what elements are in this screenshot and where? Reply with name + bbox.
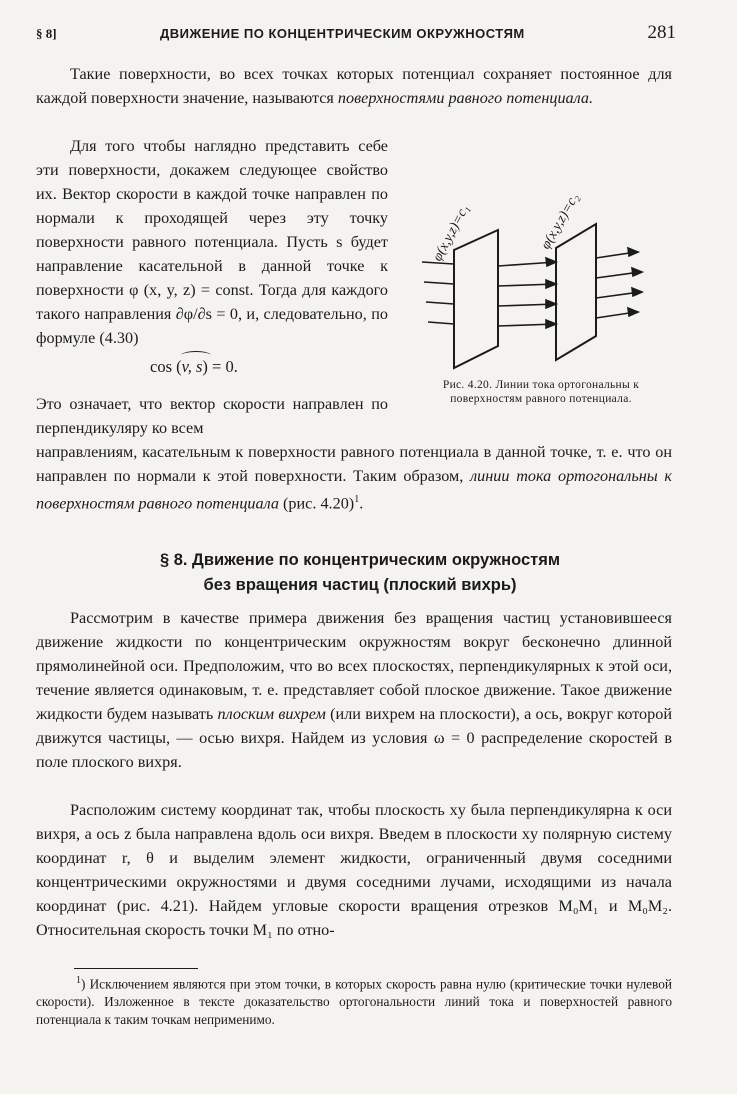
formula-cos: cos (v, s) = 0.: [150, 357, 238, 376]
paragraph-1: [36, 62, 672, 110]
formula-rhs: = 0.: [207, 357, 238, 376]
footnote-text: ) Исключением являются при этом точки, в которых скорость равна нулю (критические точки нулевой скорости). Изложенное в тексте доказательство ортогональности линий тока и поверхностей равного потенциала к таким точкам неприменимо.: [36, 976, 672, 1028]
running-header: [36, 22, 676, 48]
paragraph-2-text: Для того чтобы наглядно представить себе эти поверхности, докажем следующее свойство их. Вектор скорости в каждой точке направлен по нормали к проходящей через эту точку поверхности равного потенциала. Пусть s будет направление касательной в данной точке к поверхности φ (x, y, z) = const. Тогда для каждого такого направления ∂φ/∂s = 0, и, следовательно, по формуле (4.30): [36, 137, 388, 347]
paragraph-3-text: направлениям, касательным к поверхности равного потенциала в данной точке, т. е. что он направлен по нормали к этой поверхности. Таким образом,: [36, 443, 672, 485]
page-number: 281: [647, 22, 676, 43]
figure-label-c1: φ(x,y,z)=c₁: [430, 202, 473, 264]
period: .: [359, 494, 364, 513]
footnote-mark: 1: [76, 975, 81, 986]
paragraph-1-text: Такие поверхности, во всех точках которых потенциал сохраняет постоянное для каждой поверхности значение, называются: [36, 65, 672, 107]
figure-caption: Рис. 4.20. Линии тока ортогональны к поверхностям равного потенциала.: [442, 379, 640, 405]
paragraph-3-cont: [36, 440, 672, 515]
section-heading: [40, 548, 680, 598]
term-plane-vortex: плоским вихрем: [217, 705, 326, 723]
paragraph-5: Расположим систему координат так, чтобы плоскость xy была перпендикулярна к оси вихря, а ось z была направлена вдоль оси вихря. Введем в плоскости xy полярную систему координат r, θ и выделим элемент жидкости, ограниченный двумя соседними концентрическими окружностями и двумя соседними лучами, исходящими из начала координат (рис. 4.21). Найдем угловые скорости вращения отрезков M₀M₁ и M₀M₂. Относительная скорость точки M₁ по отно-: [36, 801, 672, 939]
paragraph-4-text-b: (или вихрем на плоскости), а ось, вокруг которой движутся частицы, — осью вихря. Найдем из условия ω = 0 распределение скоростей в поле плоского вихря.: [36, 705, 673, 771]
footnote-ref: 1: [354, 494, 360, 505]
term-equipotential: поверхностями равного потенциала.: [337, 89, 594, 107]
paragraph-3-start: Это означает, что вектор скорости направлен по перпендикуляру ко всем: [36, 395, 388, 437]
paragraph-4-text-a: Рассмотрим в качестве примера движения без вращения частиц установившееся движение жидкости по концентрическим окружностям вокруг бесконечно длинной прямолинейной оси. Предположим, что во всех плоскостях, перпендикулярных к этой оси, течение является одинаковым, т. е. представляет собой плоское движение. Такое движение жидкости будем называть: [36, 609, 672, 723]
footnote: [36, 972, 672, 1029]
figure-ref: (рис. 4.20): [278, 494, 355, 513]
section-heading-line1: § 8. Движение по концентрическим окружностям: [159, 551, 561, 569]
figure-label-c2: φ(x,y,z)=c₂: [538, 191, 583, 252]
footnote-rule: [74, 968, 198, 969]
formula-angle: v, s: [181, 357, 203, 376]
section-heading-line2: без вращения частиц (плоский вихрь): [203, 576, 517, 594]
surface-c1: [454, 230, 498, 368]
surface-c2: [556, 224, 596, 360]
figure-4-20: [406, 186, 672, 376]
paragraph-4: [36, 606, 672, 774]
header-title: ДВИЖЕНИЕ ПО КОНЦЕНТРИЧЕСКИМ ОКРУЖНОСТЯМ: [160, 26, 525, 41]
term-orthogonal: линии тока ортогональны к поверхностям равного потенциала: [36, 467, 672, 513]
header-section-ref: § 8]: [36, 26, 57, 41]
